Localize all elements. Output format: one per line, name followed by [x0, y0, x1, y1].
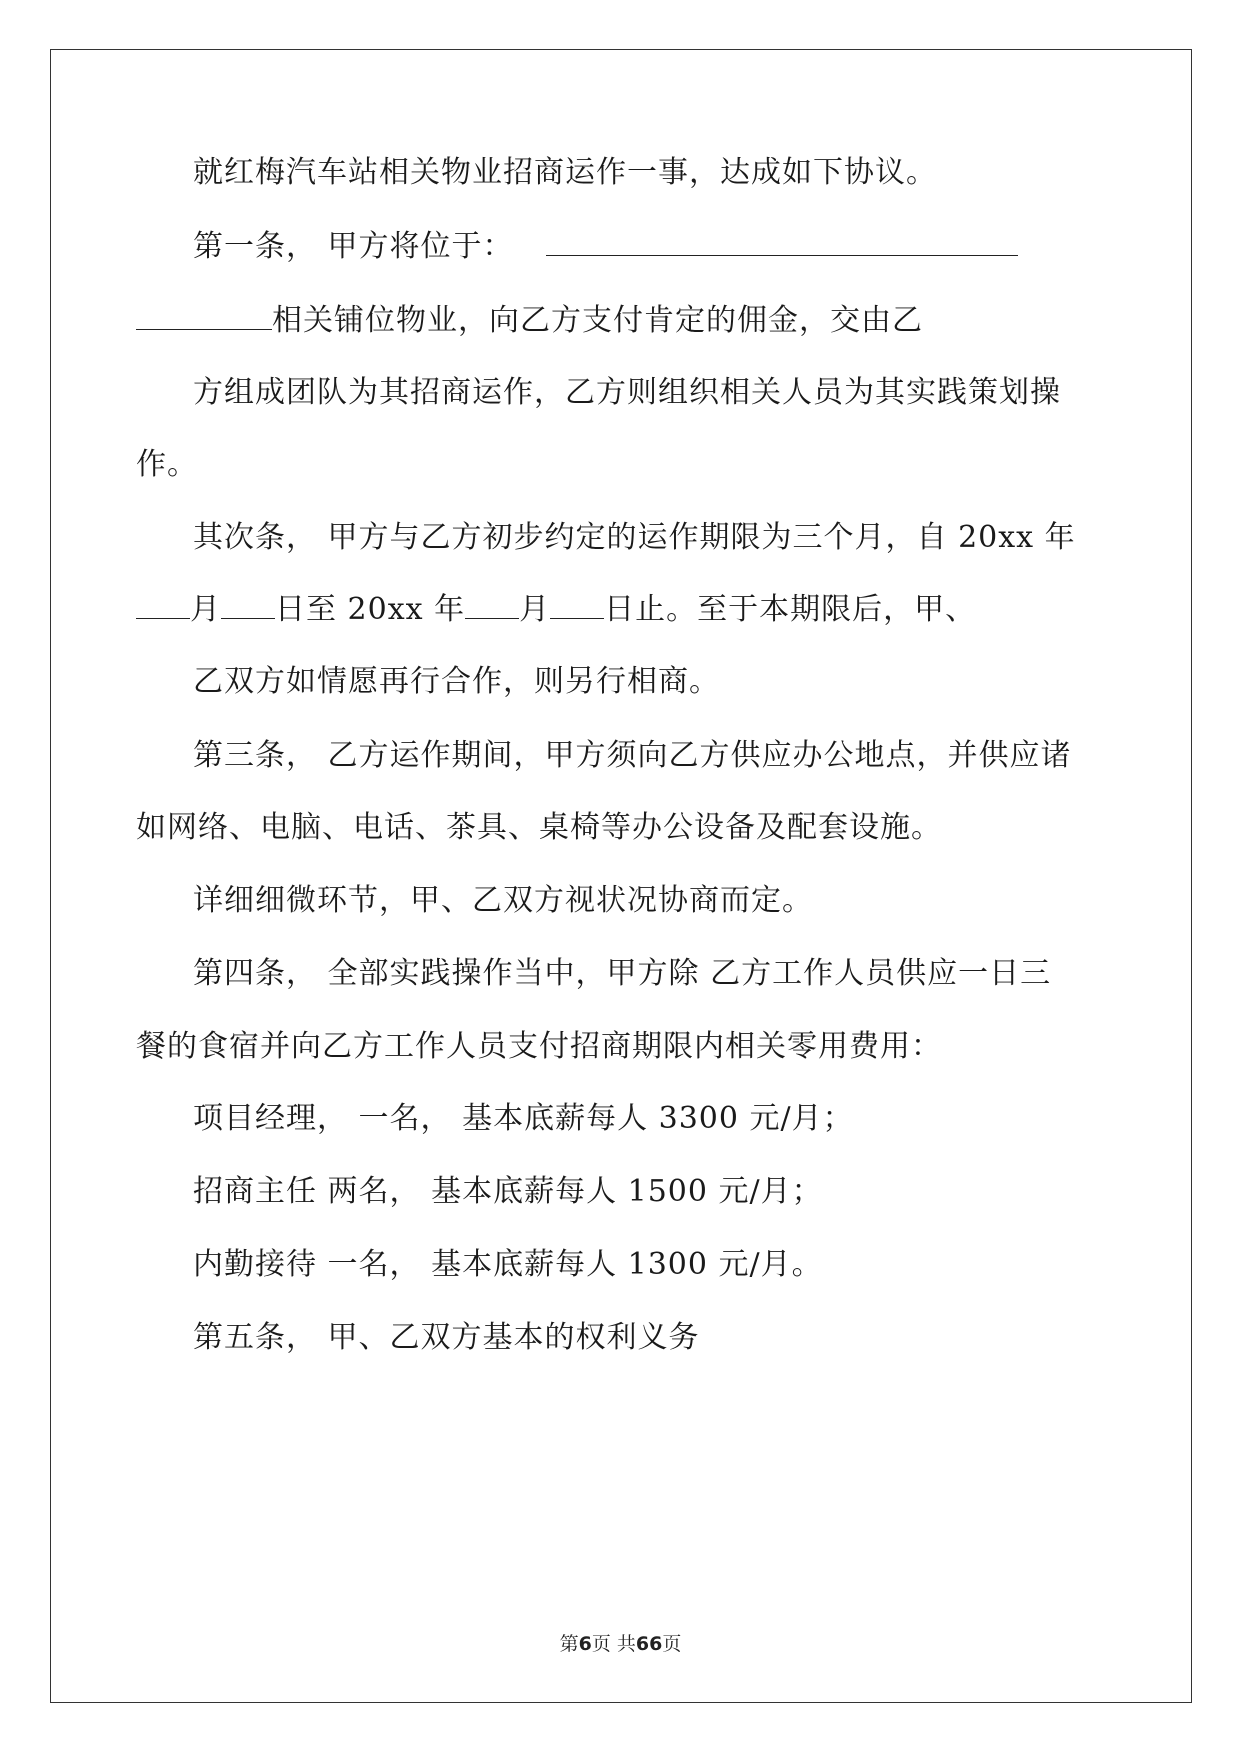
- article-3-line-2: 如网络、电脑、电话、茶具、桌椅等办公设备及配套设施。: [136, 810, 942, 845]
- day-blank-1: [221, 592, 275, 619]
- month-blank-2: [465, 592, 519, 619]
- article-4-line-1: 第四条， 全部实践操作当中，甲方除 乙方工作人员供应一日三: [193, 956, 1052, 991]
- footer-prefix: 第: [559, 1633, 579, 1655]
- article-1-line-1: [193, 229, 1018, 265]
- article-1-text: 第一条， 甲方将位于：: [193, 229, 514, 264]
- article-4-line-2: 餐的食宿并向乙方工作人员支付招商期限内相关零用费用：: [136, 1029, 942, 1064]
- staff-project-manager: 项目经理， 一名， 基本底薪每人 3300 元/月；: [193, 1101, 854, 1136]
- page-border: [50, 49, 1192, 1703]
- footer-mid: 页 共: [591, 1633, 636, 1655]
- date-text-2: 日止。至于本期限后，甲、: [604, 592, 977, 627]
- page-footer: [0, 1629, 1241, 1656]
- article-3-line-1: 第三条， 乙方运作期间，甲方须向乙方供应办公地点，并供应诸: [193, 738, 1072, 773]
- month-label-1: 月: [190, 592, 221, 627]
- date-text-1: 日至 20xx 年: [275, 592, 466, 627]
- article-3-line-3: 详细细微环节，甲、乙双方视状况协商而定。: [193, 883, 813, 918]
- total-page-number: 66: [635, 1633, 663, 1655]
- article-1-text-2: 相关铺位物业，向乙方支付肯定的佣金，交由乙: [272, 303, 923, 338]
- article-2-line-1: 其次条， 甲方与乙方初步约定的运作期限为三个月，自 20xx 年: [193, 520, 1076, 555]
- article-1-line-4: 作。: [136, 447, 198, 482]
- article-2-line-2: [136, 592, 976, 628]
- article-2-line-3: 乙双方如情愿再行合作，则另行相商。: [193, 664, 720, 699]
- address-blank: [546, 229, 1018, 256]
- day-blank-2: [550, 592, 604, 619]
- staff-recruitment-director: 招商主任 两名， 基本底薪每人 1500 元/月；: [193, 1174, 823, 1209]
- month-label-2: 月: [519, 592, 551, 627]
- address-blank-continued: [136, 303, 272, 330]
- article-1-line-2: [136, 303, 923, 339]
- current-page-number: 6: [578, 1633, 592, 1655]
- article-5-heading: 第五条， 甲、乙双方基本的权利义务: [193, 1320, 700, 1355]
- month-blank-1: [136, 592, 190, 619]
- paragraph-intro: 就红梅汽车站相关物业招商运作一事，达成如下协议。: [193, 155, 937, 190]
- staff-reception: 内勤接待 一名， 基本底薪每人 1300 元/月。: [193, 1247, 823, 1282]
- article-1-line-3: 方组成团队为其招商运作，乙方则组织相关人员为其实践策划操: [193, 375, 1061, 410]
- footer-suffix: 页: [662, 1633, 682, 1655]
